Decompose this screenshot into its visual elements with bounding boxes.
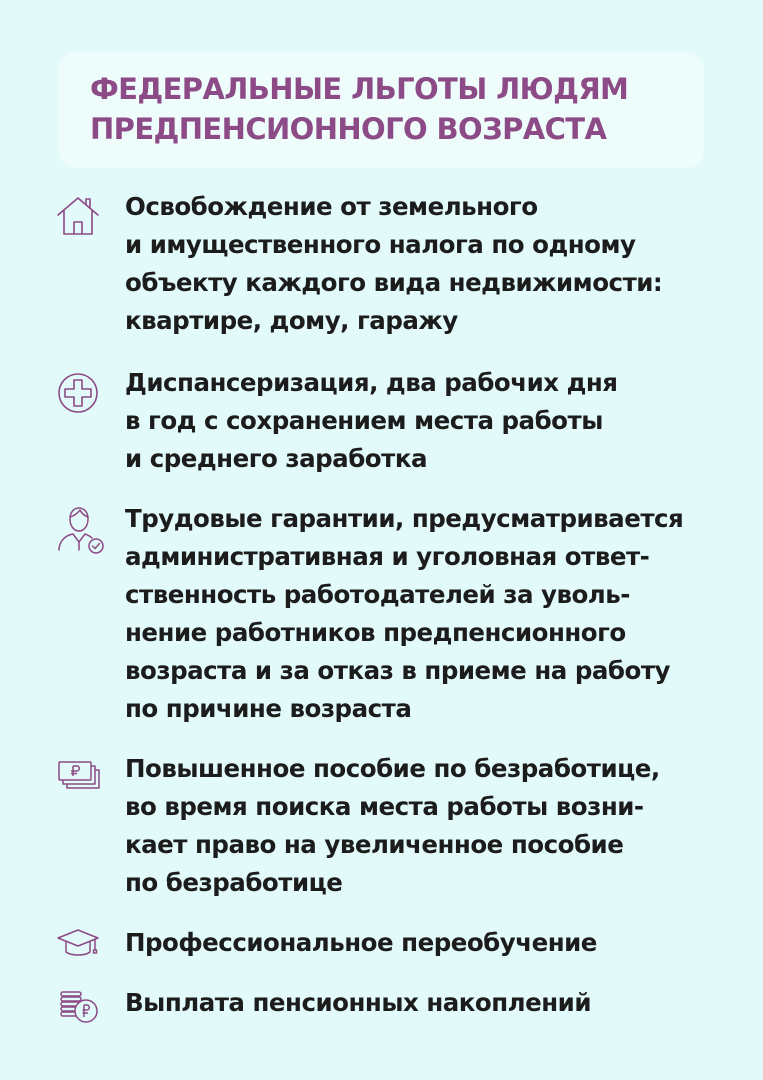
medical-cross-icon — [55, 370, 101, 416]
employee-check-icon — [55, 504, 107, 556]
benefit-text: Выплата пенсионных накоплений — [125, 988, 592, 1017]
benefit-text: Освобождение от земельного и имущественного налога по одному объекту каждого вида недвижимости: квартире, дому, гаражу — [125, 192, 663, 335]
header-box — [58, 52, 704, 168]
coins-icon — [55, 984, 101, 1030]
house-icon — [55, 192, 101, 238]
graduation-cap-icon — [55, 922, 101, 968]
page-title: ФЕДЕРАЛЬНЫЕ ЛЬГОТЫ ЛЮДЯМ ПРЕДПЕНСИОННОГО ВОЗРАСТА — [90, 72, 629, 146]
benefit-text: Профессиональное переобучение — [125, 928, 597, 957]
benefit-text: Повышенное пособие по безработице, во время поиска места работы возни- кает право на увеличенное пособие по безработице — [125, 754, 660, 897]
benefit-text: Трудовые гарантии, предусматривается административная и уголовная ответ- ственность работодателей за уволь- нение работников предпенсионного возраста и за отказ в приеме на работу по причине возраста — [125, 504, 684, 723]
benefit-text: Диспансеризация, два рабочих дня в год с сохранением места работы и среднего заработка — [125, 368, 618, 473]
banknotes-icon — [55, 756, 101, 802]
